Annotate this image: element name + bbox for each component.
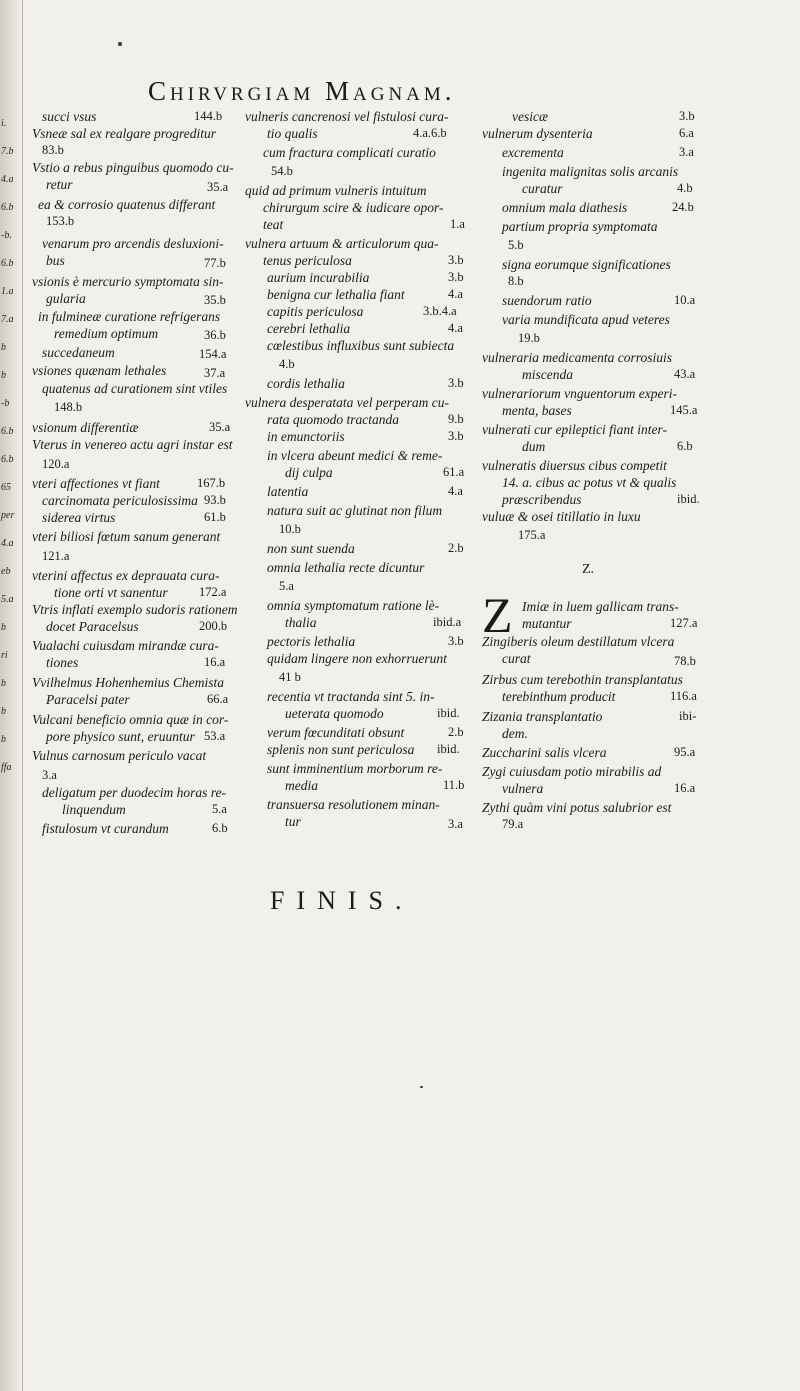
index-page-ref: 16.a [674, 781, 696, 795]
index-entry: Vtris inflati exemplo sudoris rationem [32, 602, 238, 617]
index-entry: vulneratis diuersus cibus competit [482, 458, 667, 473]
index-entry: suendorum ratio [502, 293, 592, 308]
index-entry: vulnera desperatata vel perperam cu- [245, 395, 449, 410]
index-page-ref: 167.b [197, 476, 226, 490]
index-entry: Zingiberis oleum destillatum vlcera [482, 634, 675, 649]
index-page-ref: 8.b [508, 274, 524, 288]
index-entry: Vsneæ sal ex realgare progreditur [32, 126, 216, 141]
index-page-ref: 120.a [42, 457, 70, 471]
index-page-ref: 116.a [670, 689, 697, 703]
edge-fragment: 6.b [1, 202, 14, 213]
index-entry: gularia [46, 291, 86, 306]
index-entry: succi vsus [42, 109, 97, 124]
index-entry: Zizania transplantatio [482, 709, 603, 724]
index-entry: retur [46, 177, 73, 192]
index-page-ref: 95.a [674, 745, 696, 759]
index-page-ref: 3.b [448, 253, 464, 267]
index-page-ref: 3.b [448, 270, 464, 284]
index-page-ref: 6.b [677, 439, 693, 453]
index-entry: vulnerum dysenteria [482, 126, 593, 141]
index-entry: Vualachi cuiusdam mirandæ cura- [32, 638, 219, 653]
index-page-ref: 61.b [204, 510, 226, 524]
index-entry: aurium incurabilia [267, 270, 370, 285]
index-entry: vteri biliosi fœtum sanum generant [32, 529, 221, 544]
index-entry: latentia [267, 484, 309, 499]
index-page-ref: 3.b [448, 376, 464, 390]
index-page-ref: ibi- [679, 709, 697, 723]
index-page-ref: ibid.a [433, 615, 462, 629]
edge-fragment: b [1, 706, 6, 717]
edge-fragment: -b [1, 398, 10, 409]
index-page-ref: 5.b [508, 238, 524, 252]
index-entry: Zygi cuiusdam potio mirabilis ad [482, 764, 662, 779]
index-entry: mutantur [522, 616, 572, 631]
index-entry: terebinthum producit [502, 689, 616, 704]
index-page-ref: 3.a [679, 145, 694, 159]
index-page-ref: 54.b [271, 164, 293, 178]
index-entry: teat [263, 217, 284, 232]
index-page-ref: 3.b [448, 634, 464, 648]
index-entry: Vterus in venereo actu agri instar est [32, 437, 233, 452]
index-entry: capitis periculosa [267, 304, 364, 319]
edge-fragment: 4.a [1, 538, 14, 549]
index-entry: tur [285, 814, 301, 829]
index-page-ref: 6.b [212, 821, 228, 835]
index-entry: docet Paracelsus [46, 619, 139, 634]
index-entry: benigna cur lethalia fiant [267, 287, 405, 302]
index-entry: cerebri lethalia [267, 321, 351, 336]
index-page-ref: 154.a [199, 347, 227, 361]
section-letter: Z. [582, 562, 595, 577]
index-page-ref: 35.a [209, 420, 231, 434]
index-page-ref: 35.b [204, 293, 226, 307]
index-entry: curatur [522, 181, 563, 196]
index-entry: vteri affectiones vt fiant [32, 476, 160, 491]
running-title: Chirvrgiam Magnam. [148, 76, 456, 106]
index-entry: excrementa [502, 145, 564, 160]
index-entry: in vlcera abeunt medici & reme- [267, 448, 443, 463]
edge-fragment: eb [1, 566, 11, 577]
index-page-ref: 4.b [279, 357, 295, 371]
edge-fragment: per [1, 510, 15, 521]
index-entry: tenus periculosa [263, 253, 352, 268]
edge-fragment: 6.b [1, 454, 14, 465]
index-entry: vulnera [502, 781, 544, 796]
index-page-ref: 4.b [677, 181, 693, 195]
index-entry: transuersa resolutionem minan- [267, 797, 440, 812]
index-page-ref: 6.a [679, 126, 694, 140]
index-entry: recentia vt tractanda sint 5. in- [267, 689, 435, 704]
edge-fragment: 6.b [1, 426, 14, 437]
index-entry: signa eorumque significationes [502, 257, 671, 272]
index-entry: 14. a. cibus ac potus vt & qualis [502, 475, 677, 490]
index-entry: cum fractura complicati curatio [263, 145, 436, 160]
index-page-ref: ibid. [437, 706, 460, 720]
index-entry: ingenita malignitas solis arcanis [502, 164, 679, 179]
index-page-ref: 10.a [674, 293, 696, 307]
index-entry: Zuccharini salis vlcera [482, 745, 607, 760]
index-page-ref: ibid. [677, 492, 700, 506]
index-page-ref: 5.a [279, 579, 294, 593]
finis-colophon: FINIS. [270, 886, 414, 915]
index-entry: vuluæ & osei titillatio in luxu [482, 509, 641, 524]
index-entry: verum fœcunditati obsunt [267, 725, 405, 740]
index-entry: vsionum differentiæ [32, 420, 139, 435]
index-page-ref: 93.b [204, 493, 226, 507]
edge-fragment: 7.a [1, 314, 14, 325]
index-entry: siderea virtus [42, 510, 116, 525]
index-page-ref: 3.b [448, 429, 464, 443]
index-entry: cœlestibus influxibus sunt subiecta [267, 338, 455, 353]
index-entry: Vulnus carnosum periculo vacat [32, 748, 207, 763]
ink-speck [420, 1086, 423, 1088]
index-entry: linquendum [62, 802, 126, 817]
edge-fragment: -b. [1, 230, 12, 241]
index-entry: Zythi quàm vini potus salubrior est [482, 800, 672, 815]
edge-fragment: b [1, 678, 6, 689]
index-entry: vulnerariorum vnguentorum experi- [482, 386, 677, 401]
index-entry: splenis non sunt periculosa [267, 742, 415, 757]
index-entry: in emunctoriis [267, 429, 345, 444]
index-entry: quid ad primum vulneris intuitum [245, 183, 427, 198]
index-entry: vsiones quænam lethales [32, 363, 167, 378]
index-entry: remedium optimum [54, 326, 159, 341]
index-entry: omnia lethalia recte dicuntur [267, 560, 425, 575]
index-page-ref: 148.b [54, 400, 83, 414]
index-entry: Imiæ in luem gallicam trans- [522, 599, 679, 614]
index-page-ref: 24.b [672, 200, 694, 214]
index-entry: ea & corrosio quatenus differant [38, 197, 216, 212]
index-entry: sunt imminentium morborum re- [267, 761, 443, 776]
index-page-ref: 61.a [443, 465, 465, 479]
index-entry: vterini affectus ex deprauata cura- [32, 568, 220, 583]
edge-fragment: 6.b [1, 258, 14, 269]
index-page-ref: 144.b [194, 109, 223, 123]
index-entry: cordis lethalia [267, 376, 345, 391]
index-entry: miscenda [522, 367, 573, 382]
index-page-ref: 145.a [670, 403, 698, 417]
index-entry: venarum pro arcendis desluxioni- [42, 236, 224, 251]
index-page-ref: 43.a [674, 367, 696, 381]
index-entry: vulneris cancrenosi vel fistulosi cura- [245, 109, 449, 124]
index-entry: præscribendus [502, 492, 582, 507]
edge-fragment: i. [1, 118, 7, 129]
index-entry: pore physico sunt, eruuntur [46, 729, 195, 744]
index-entry: Vstio a rebus pinguibus quomodo cu- [32, 160, 234, 175]
index-page-ref: 77.b [204, 256, 226, 270]
index-entry: carcinomata periculosissima [42, 493, 198, 508]
edge-fragment: 4.a [1, 174, 14, 185]
index-page-ref: 2.b [448, 541, 464, 555]
index-page-ref: 83.b [42, 143, 64, 157]
edge-fragment: 7.b [1, 146, 14, 157]
dropcap-z: Z [482, 587, 513, 643]
index-entry: varia mundificata apud veteres [502, 312, 670, 327]
index-page-ref: 1.a [450, 217, 465, 231]
index-entry: vulnerati cur epileptici fiant inter- [482, 422, 667, 437]
index-entry: tio qualis [267, 126, 318, 141]
index-page-ref: ibid. [437, 742, 460, 756]
index-entry: menta, bases [502, 403, 572, 418]
index-page-ref: 10.b [279, 522, 301, 536]
index-page-ref: 37.a [204, 366, 226, 380]
edge-fragment: b [1, 342, 6, 353]
edge-fragment: b [1, 370, 6, 381]
index-entry: Vulcani beneficio omnia quæ in cor- [32, 712, 229, 727]
index-entry: vsionis è mercurio symptomata sin- [32, 274, 224, 289]
index-page-ref: 3.a [42, 768, 57, 782]
index-page-ref: 200.b [199, 619, 228, 633]
index-entry: tione orti vt sanentur [54, 585, 168, 600]
index-page-ref: 11.b [443, 778, 465, 792]
index-entry: Zirbus cum terebothin transplantatus [482, 672, 683, 687]
index-entry: Vvilhelmus Hohenhemius Chemista [32, 675, 224, 690]
index-entry: rata quomodo tractanda [267, 412, 400, 427]
index-entry: quidam lingere non exhorruerunt [267, 651, 447, 666]
index-page-ref: 79.a [502, 817, 524, 831]
index-page-ref: 121.a [42, 549, 70, 563]
index-page-ref: 4.a [448, 484, 463, 498]
facing-page-edge [0, 0, 23, 1391]
index-page-ref: 4.a [448, 321, 463, 335]
index-entry: tiones [46, 655, 79, 670]
index-page-ref: 127.a [670, 616, 698, 630]
index-page-ref: 53.a [204, 729, 226, 743]
edge-fragment: b [1, 734, 6, 745]
edge-fragment: ri [1, 650, 8, 661]
index-entry: quatenus ad curationem sint vtiles [42, 381, 228, 396]
index-entry: deligatum per duodecim horas re- [42, 785, 226, 800]
index-entry: dum [522, 439, 546, 454]
index-entry: media [285, 778, 318, 793]
index-page-ref: 3.b [679, 109, 695, 123]
index-entry: succedaneum [42, 345, 115, 360]
index-page-ref: 9.b [448, 412, 464, 426]
index-entry: vulnera artuum & articulorum qua- [245, 236, 439, 251]
index-page-ref: 4.a [448, 287, 463, 301]
index-page-ref: 175.a [518, 528, 546, 542]
index-page-ref: 3.a [448, 817, 463, 831]
edge-fragment: 5.a [1, 594, 14, 605]
index-page-ref: 153.b [46, 214, 75, 228]
index-page-ref: 172.a [199, 585, 227, 599]
index-entry: ueterata quomodo [285, 706, 384, 721]
index-page-ref: 5.a [212, 802, 227, 816]
index-entry: Paracelsi pater [46, 692, 130, 707]
index-page-ref: 19.b [518, 331, 540, 345]
index-entry: dij culpa [285, 465, 333, 480]
index-page-ref: 2.b [448, 725, 464, 739]
index-entry: omnium mala diathesis [502, 200, 628, 215]
edge-fragment: 65 [1, 482, 11, 493]
index-entry: curat [502, 651, 531, 666]
index-page-ref: 35.a [207, 180, 229, 194]
index-entry: fistulosum vt curandum [42, 821, 169, 836]
index-entry: omnia symptomatum ratione lè- [267, 598, 440, 613]
edge-fragment: ffa [1, 762, 12, 773]
index-entry: bus [46, 253, 65, 268]
index-page-ref: 36.b [204, 328, 226, 342]
index-page-ref: 3.b.4.a [423, 304, 457, 318]
edge-fragment: b [1, 622, 6, 633]
index-entry: pectoris lethalia [267, 634, 356, 649]
index-page-ref: 66.a [207, 692, 229, 706]
index-page-ref: 4.a.6.b [413, 126, 447, 140]
ink-speck [118, 42, 122, 46]
index-entry: chirurgum scire & iudicare opor- [263, 200, 444, 215]
index-entry: partium propria symptomata [502, 219, 658, 234]
index-entry: vulneraria medicamenta corrosiuis [482, 350, 672, 365]
index-entry: thalia [285, 615, 317, 630]
index-entry: dem. [502, 726, 528, 741]
index-entry: vesicæ [512, 109, 548, 124]
index-entry: natura suit ac glutinat non filum [267, 503, 443, 518]
index-page-ref: 41 b [279, 670, 301, 684]
index-page-ref: 78.b [674, 654, 696, 668]
index-page-ref: 16.a [204, 655, 226, 669]
index-entry: non sunt suenda [267, 541, 355, 556]
edge-fragment: 1.a [1, 286, 14, 297]
index-entry: in fulmineæ curatione refrigerans [38, 309, 221, 324]
